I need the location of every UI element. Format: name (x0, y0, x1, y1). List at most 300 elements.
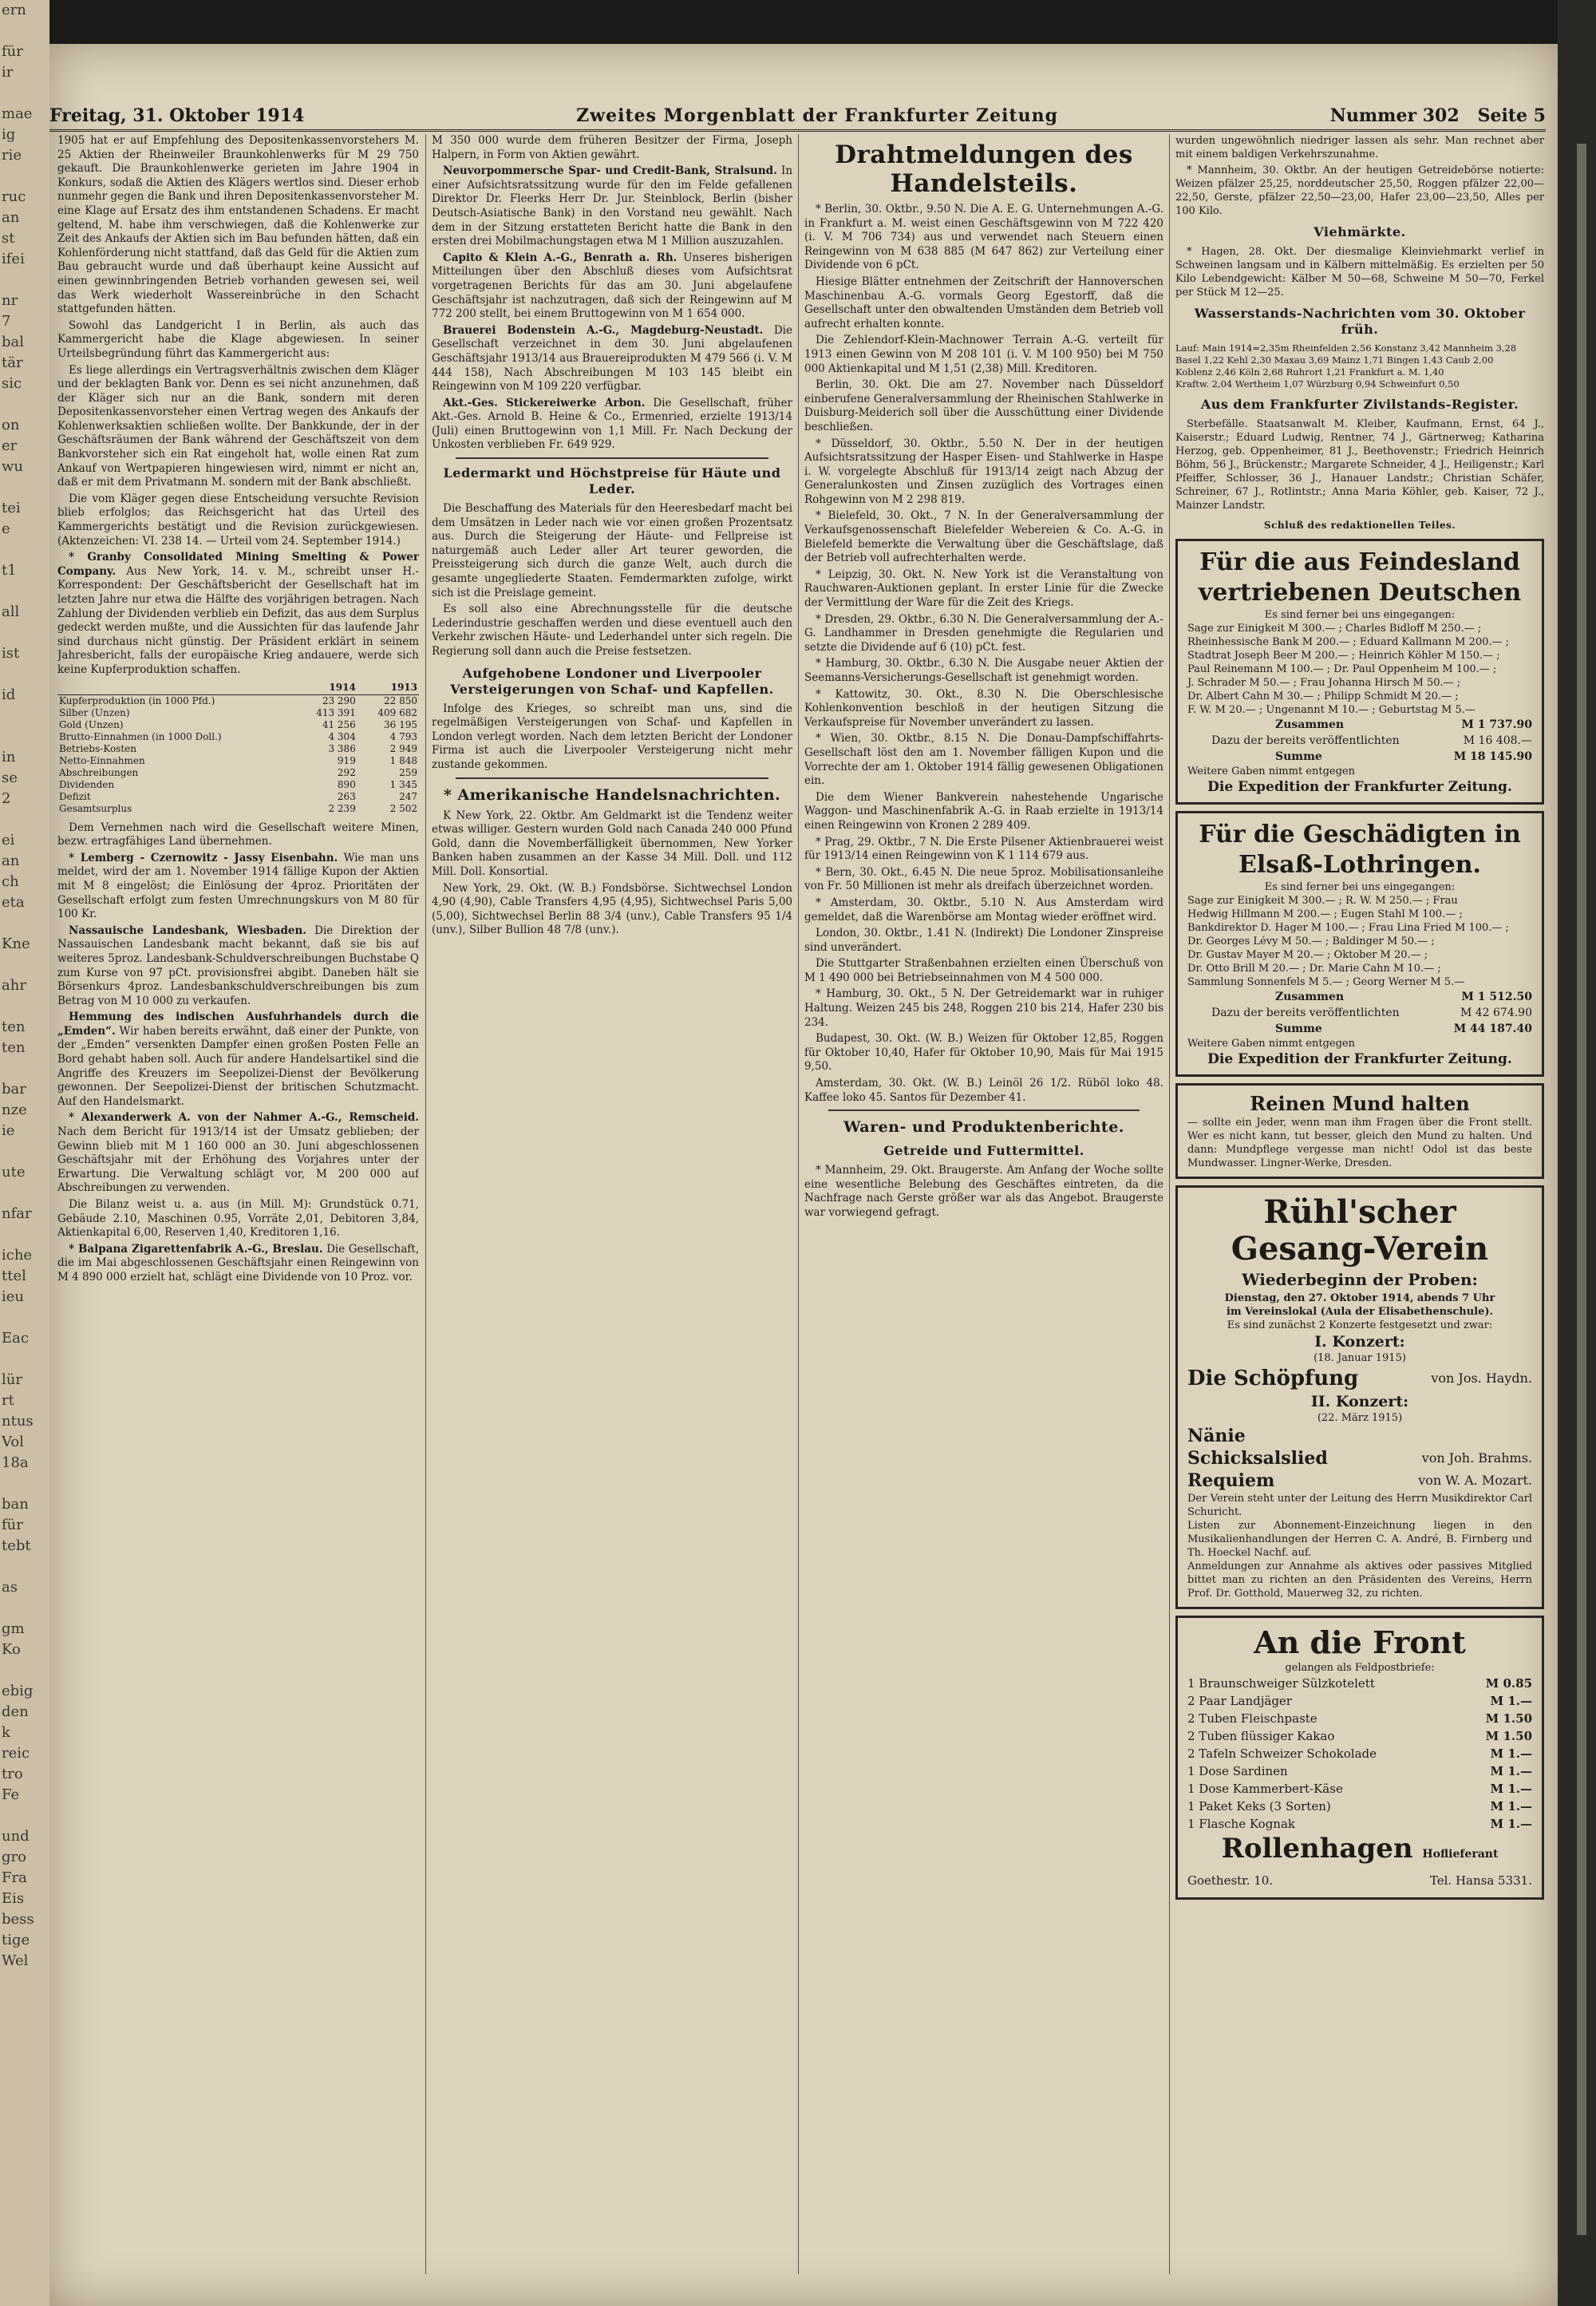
product-name: 1 Paket Keks (3 Sorten) (1187, 1799, 1331, 1814)
concert-heading: I. Konzert: (1314, 1333, 1405, 1351)
donation-row: F. W. M 20.— ; Ungenannt M 10.— ; Geburtstag M 5.— (1187, 704, 1476, 716)
prev-page-fragment: ten (2, 1039, 26, 1056)
product-price: M 1.— (1490, 1764, 1532, 1778)
article-text: Wie man uns meldet, wird der am 1. November 1914 fällige Kupon der Aktien mit M 8 eingelöst; die Einlösung der 4proz. Prioritäten der Gesellschaft erfolgt zum festen Umrechnungskurs von M 80 für 100 Kr. (57, 851, 419, 921)
table-header (57, 681, 296, 695)
prev-page-fragment: ban (2, 1496, 29, 1513)
prev-page-fragment: rie (2, 147, 22, 164)
concert-date: (18. Januar 1915) (1314, 1352, 1406, 1364)
prev-page-fragment (0, 21, 49, 42)
section-subheading: Getreide und Futtermittel. (883, 1143, 1084, 1159)
advert-odol (1175, 1083, 1544, 1179)
table-cell: Kupferproduktion (in 1000 Pfd.) (59, 694, 215, 706)
prev-page-fragment: für (2, 43, 23, 60)
water-level-list (1175, 342, 1544, 390)
table-cell: 2 502 (389, 802, 417, 814)
table-cell: 4 793 (389, 730, 417, 742)
product-name: 1 Flasche Kognak (1187, 1817, 1295, 1831)
product-price: M 1.— (1490, 1694, 1532, 1708)
table-row (57, 707, 419, 719)
table-row (57, 767, 419, 779)
prev-page-fragment: Wel (2, 1952, 29, 1969)
table-row (57, 755, 419, 767)
prev-page-fragment: 18a (2, 1454, 29, 1471)
table-row (57, 731, 419, 743)
product-name: 1 Dose Sardinen (1187, 1764, 1288, 1778)
article-headline: * Balpana Zigarettenfabrik A.-G., Breslau. (69, 1242, 323, 1256)
donation-row: Dr. Gustav Mayer M 20.— ; Oktober M 20.— ; (1187, 949, 1428, 961)
prev-page-fragment: t1 (2, 562, 17, 579)
donation-box-elsass (1175, 811, 1544, 1077)
article-headline: Akt.-Ges. Stickereiwerke Arbon. (443, 396, 646, 409)
prev-page-fragment: Eis (2, 1890, 25, 1907)
prev-page-fragment: ute (2, 1164, 26, 1181)
masthead-title: Zweites Morgenblatt der Frankfurter Zeitung (576, 105, 1059, 126)
product-price: M 1.— (1490, 1817, 1532, 1831)
prev-page-fragment: gm (2, 1620, 25, 1637)
article-text: Unseres bisherigen Mitteilungen über den Abschluß dieses vom Aufsichtsrat vorgetragenen Berichts für das am 30. Juni abgelaufene Geschäftsjahr ist nachzutragen, daß sich der Reingewinn auf M 772 200 stellt, bei einem Bruttogewinn von M 1 654 000. (432, 251, 792, 321)
prev-page-fragment: ch (2, 873, 19, 890)
prev-page-fragment: ruc (2, 188, 26, 205)
product-row (1187, 1815, 1532, 1833)
article-text: Die Gesellschaft, früher Akt.-Ges. Arnold B. Heine & Co., Ermenried, erzielte 1913/14 (Juli) einen Bruttogewinn von 1,1 Mill. Fr. Nach Deckung der Unkosten verblieben Fr. 649 929. (432, 396, 792, 452)
donation-sum: Summe M 18 145.90 (1275, 750, 1532, 763)
donation-previous: Dazu der bereits veröffentlichten M 42 674.90 (1211, 1007, 1532, 1019)
article-text: K New York, 22. Oktbr. Am Geldmarkt ist die Tendenz weiter etwas williger. Gestern wurden Gold nach Canada 240 000 Pfund Gold, dann die Novemberfälligkeit übernommen, New Yorker Banken haben zusammen an der Kasse 34 Mill. Doll. und 112 Mill. Doll. Konsortial. (432, 809, 792, 878)
page-edge-binding (1558, 0, 1596, 2306)
article-text: Sowohl das Landgericht I in Berlin, als auch das Kammergericht habe die Klage abgewiesen. In seiner Urteilsbegründung führt das Kammergericht aus: (57, 318, 419, 360)
prev-page-fragment: sic (2, 375, 22, 392)
prev-page-fragment (0, 1183, 49, 1204)
concert-work: Die Schöpfung von Jos. Haydn. (1187, 1367, 1532, 1390)
donation-title: Für die Geschädigten in Elsaß-Lothringen. (1199, 821, 1521, 879)
product-row (1187, 1762, 1532, 1780)
prev-page-fragment: Kne (2, 935, 30, 952)
advert-gesangverein (1175, 1185, 1544, 1609)
article-text: wurden ungewöhnlich niedriger lassen als sehr. Man rechnet aber mit einem baldigen Verkehrszunahme. (1175, 135, 1544, 160)
donation-expedition: Die Expedition der Frankfurter Zeitung. (1207, 779, 1512, 795)
article-text: Die Gesellschaft verzeichnet in dem 30. Juni abgelaufenen Geschäftsjahr 1913/14 aus Brauereiprodukten M 479 566 (i. V. M 444 158), Nach Abschreibungen M 103 145 bleibt ein Reingewinn von M 109 220 verfügbar. (432, 323, 792, 394)
product-price: M 1.50 (1485, 1729, 1532, 1743)
article-text: Infolge des Krieges, so schreibt man uns, sind die regelmäßigen Versteigerungen von Schaf- und Kapfellen in London verlegt worden. Nach dem letzten Bericht der Londoner Firma ist auch die Liverpooler Versteigerung nicht mehr zustande gekommen. (432, 702, 792, 771)
table-row (57, 803, 419, 815)
section-divider (828, 1109, 1140, 1111)
table-cell: Betriebs-Kosten (59, 742, 136, 754)
prev-page-fragment: ahr (2, 977, 26, 994)
article-text: * Amsterdam, 30. Oktbr., 5.10 N. Aus Amsterdam wird gemeldet, daß die Warenbörse am Montag wieder eröffnet wird. (804, 896, 1163, 924)
prev-page-fragment (0, 1058, 49, 1079)
article-text: * Kattowitz, 30. Okt., 8.30 N. Die Oberschlesische Kohlenkonvention beschloß in der heutigen Sitzung die Verkaufspreise für November unverändert zu lassen. (804, 687, 1163, 729)
table-cell: Defizit (59, 790, 91, 802)
table-header: 1913 (358, 681, 419, 695)
prev-page-fragment: iche (2, 1247, 33, 1264)
donation-row: Dr. Otto Brill M 20.— ; Dr. Marie Cahn M 10.— ; (1187, 963, 1441, 975)
article-text: Budapest, 30. Okt. (W. B.) Weizen für Oktober 12,85, Roggen für Oktober 10,40, Hafer für Oktober 10,90, Mais für Mai 1915 9,50. (804, 1032, 1163, 1074)
prev-page-fragment: nfar (2, 1205, 32, 1222)
advert-place: im Vereinslokal (Aula der Elisabethenschule). (1226, 1306, 1494, 1318)
section-heading: Aufgehobene Londoner und Liverpooler Versteigerungen von Schaf- und Kapfellen. (450, 665, 774, 697)
prev-page-fragment: an (2, 852, 20, 869)
prev-page-fragment: all (2, 603, 20, 620)
table-row (57, 779, 419, 791)
table-cell: 1 848 (389, 754, 417, 766)
prev-page-fragment: rt (2, 1392, 14, 1409)
product-name: 2 Tuben Fleischpaste (1187, 1711, 1317, 1726)
product-row (1187, 1745, 1532, 1762)
advert-text: Anmeldungen zur Annahme als aktives oder passives Mitglied bittet man zu richten an den Präsidenten des Vereins, Herrn Prof. Dr. Gotthold, Mauerweg 32, zu richten. (1187, 1560, 1532, 1600)
table-cell: Gold (Unzen) (59, 718, 124, 730)
prev-page-fragment: den (2, 1703, 29, 1720)
donation-row: Sage zur Einigkeit M 300.— ; R. W. M 250.— ; Frau (1187, 895, 1458, 907)
prev-page-fragment: bal (2, 334, 25, 350)
water-level-row: Basel 1,22 Kehl 2,30 Maxau 3,69 Mainz 1,71 Bingen 1,43 Caub 2,00 (1175, 354, 1494, 366)
advert-address: Goethestr. 10. (1187, 1873, 1274, 1888)
prev-page-fragment: tebt (2, 1537, 31, 1554)
prev-page-fragment: se (2, 769, 18, 786)
article-text: * Leipzig, 30. Okt. N. New York ist die Veranstaltung von Rauchwaren-Auktionen geplant. In erster Linie für die Zwecke der Vermittlung der Ware für die Zeit des Kriegs. (804, 568, 1163, 610)
table-row (57, 743, 419, 755)
donation-row: Rheinhessische Bank M 200.— ; Eduard Kallmann M 200.— ; (1187, 636, 1510, 648)
donation-total: Zusammen M 1 737.90 (1275, 718, 1532, 731)
donation-list (1187, 622, 1532, 717)
prev-page-fragment (0, 955, 49, 975)
table-header: 1914 (296, 681, 358, 695)
production-table (57, 681, 419, 815)
prev-page-fragment (0, 726, 49, 747)
product-row (1187, 1675, 1532, 1692)
prev-page-fragment: e (2, 520, 10, 537)
article-text: Es soll also eine Abrechnungsstelle für die deutsche Lederindustrie geschaffen werden und diese eventuell auch den Verkehr zwischen Häute- und Lederhandel unter sich regeln. Die Regierung soll dann auch die Preise festsetzen. (432, 603, 792, 658)
article-text: Die vom Kläger gegen diese Entscheidung versuchte Revision blieb erfolglos; das Reichsgericht hat das Urteil des Kammergerichts bestätigt und die Revision zurückgewiesen. (Aktenzeichen: VI. 238 14. — Urteil vom 24. September 1914.) (57, 492, 419, 548)
donation-more-note: Weitere Gaben nimmt entgegen (1187, 1038, 1355, 1050)
donation-intro: Es sind ferner bei uns eingegangen: (1264, 609, 1456, 621)
article-text: * Bern, 30. Okt., 6.45 N. Die neue 5proz. Mobilisationsanleihe von Fr. 50 Millionen ist mehr als dreifach überzeichnet worden. (804, 865, 1163, 893)
prev-page-fragment (0, 1806, 49, 1826)
article-headline: Hemmung des indischen Ausfuhrhandels durch die „Emden“. (57, 1011, 419, 1038)
table-row (57, 791, 419, 803)
column-3 (804, 134, 1163, 2279)
prev-page-fragment: ist (2, 645, 20, 662)
prev-page-fragment: st (2, 230, 15, 247)
concert-heading: II. Konzert: (1310, 1393, 1409, 1410)
prev-page-fragment (0, 83, 49, 104)
table-cell: 409 682 (377, 706, 417, 718)
article-text: * Dresden, 29. Oktbr., 6.30 N. Die Generalversammlung der A.-G. Landhammer in Dresden genehmigte die Regularien und setzte die Dividende auf 6 (10) pCt. fest. (804, 612, 1163, 654)
table-cell: Dividenden (59, 778, 115, 790)
article-text: In einer Aufsichtsratssitzung wurde für den im Felde gefallenen Direktor Dr. Fleerks Herr Dr. Jur. Steinblock, Berlin (bisher Deutsch-Asiatische Bank) in den Vorstand neu gewählt. Nach dem in der Sitzung erstatteten Bericht hatte die Bank in den ersten drei Mobilmachungstagen etwa M 1 Million auszuzahlen. (432, 164, 792, 248)
prev-page-fragment (0, 477, 49, 498)
column-1 (57, 134, 419, 2279)
prev-page-fragment: lür (2, 1371, 22, 1388)
prev-page-fragment (0, 540, 49, 560)
product-name: 2 Tafeln Schweizer Schokolade (1187, 1746, 1377, 1761)
column-rule (425, 134, 426, 2274)
donation-row: Sage zur Einigkeit M 300.— ; Charles Bidloff M 250.— ; (1187, 623, 1482, 635)
table-cell: 1 345 (389, 778, 417, 790)
prev-page-fragment (0, 581, 49, 602)
prev-page-fragment (0, 1556, 49, 1577)
product-name: 2 Tuben flüssiger Kakao (1187, 1729, 1335, 1743)
prev-page-fragment (0, 166, 49, 187)
advert-date: Dienstag, den 27. Oktober 1914, abends 7 Uhr (1224, 1292, 1495, 1304)
article-text: Aus New York, 14. v. M., schreibt unser H.-Korrespondent: Der Geschäftsbericht der Gesellschaft hat im letzten Jahre nur etwa die Hälfte des vorjährigen betragen. Nach Zahlung der Dividenden verblieb ein Defizit, das aus dem Surplus gedeckt werden mußte, und die Aussichten für das laufende Jahr sind durchaus nicht günstig. Der Präsident erklärt in seinem Jahresbericht, falls der europäische Krieg andauere, werde sich keine Kupferproduktion schaffen. (57, 564, 419, 676)
table-cell: 4 304 (328, 730, 356, 742)
donation-sum: Summe M 44 187.40 (1275, 1022, 1532, 1035)
advert-front (1175, 1616, 1544, 1900)
donation-previous: Dazu der bereits veröffentlichten M 16 408.— (1211, 734, 1532, 747)
product-price: M 1.— (1490, 1799, 1532, 1814)
prev-page-fragment: ir (2, 64, 14, 81)
prev-page-fragment (0, 1224, 49, 1245)
donation-row: J. Schrader M 50.— ; Frau Johanna Hirsch M 50.— ; (1187, 677, 1461, 689)
concert-work: Nänie (1187, 1426, 1246, 1446)
masthead-page: Seite 5 (1477, 105, 1546, 126)
article-text: Nach dem Bericht für 1913/14 ist der Umsatz geblieben; der Gewinn blieb mit M 1 160 000 an 30. Juni abgeschlossenen Geschäftsjahr mit der Erhöhung des Vorjahres unter der Erwartung. Die Verwaltung schlägt vor, M 200 000 auf Abschreibungen zu verwenden. (57, 1125, 419, 1195)
prev-page-fragment (0, 623, 49, 643)
prev-page-fragment: nze (2, 1102, 27, 1118)
donation-row: Dr. Georges Lévy M 50.— ; Baldinger M 50.— ; (1187, 935, 1435, 947)
prev-page-fragment: in (2, 749, 16, 765)
donation-row: Sammlung Sonnenfels M 5.— ; Georg Werner M 5.— (1187, 976, 1465, 988)
prev-page-fragment (0, 809, 49, 830)
table-cell: 413 391 (316, 706, 356, 718)
prev-page-fragment (0, 1349, 49, 1370)
masthead-date: Freitag, 31. Oktober 1914 (49, 105, 305, 126)
advert-brand: Rollenhagen (1221, 1833, 1413, 1865)
table-row (57, 694, 419, 707)
article-text: Sterbefälle. Staatsanwalt M. Kleiber, Kaufmann, Ernst, 64 J., Kaiserstr.; Eduard Ludwig, Rentner, 74 J., Gärtnerweg; Katharina Herzog, geb. Oppenheimer, 81 J., Beethovenstr.; Friedrich Heinrich Böhm, 56 J., Brückenstr.; Margarete Schneider, 4 J., Heiligenstr.; Karl Pfeiffer, Schlosser, 36 J., Hanauer Landstr.; Christian Schäfer, Schreiner, 67 J., Rotlintstr.; Anna Maria Köhler, geb. Kaiser, 72 J., Mainzer Landstr. (1175, 418, 1544, 512)
advert-text: — sollte ein Jeder, wenn man ihm Fragen über die Front stellt. Wer es nicht kann, tut besser, gleich den Mund zu halten. Und dann: Mundpflege vergesse man nicht! Odol ist das beste Mundwasser. Lingner-Werke, Dresden. (1187, 1117, 1532, 1169)
article-text: Die Beschaffung des Materials für den Heeresbedarf macht bei dem Umsätzen in Leder nach wie vor einen großen Prozentsatz aus. Durch die Steigerung der Häute- und Fellpreise ist naturgemäß auch Leder aller Art teurer geworden, die Preissteigerung sich durch die ganze Welt, auch durch die gesamte ungegliederte Staaten. Femdermarkten zufolge, wirkt sich ist die Preislage gemeint. (432, 502, 792, 599)
section-subheading: Aus dem Frankfurter Zivilstands-Register. (1200, 397, 1519, 412)
donation-row: Stadtrat Joseph Beer M 200.— ; Heinrich Köhler M 150.— ; (1187, 650, 1500, 662)
article-text: Die Gesellschaft, die im Mai abgeschlossenen Geschäftsjahr einen Reingewinn von M 4 890 000 erzielt hat, schlägt eine Dividende von 10 Proz. vor. (57, 1242, 419, 1284)
table-cell: Netto-Einnahmen (59, 754, 145, 766)
prev-page-fragment: k (2, 1724, 10, 1741)
concert-work: Requiem von W. A. Mozart. (1187, 1470, 1532, 1491)
table-cell: 36 195 (384, 718, 417, 730)
prev-page-fragment: ebig (2, 1683, 34, 1699)
concert-date: (22. März 1915) (1317, 1412, 1403, 1424)
prev-page-fragment (0, 1598, 49, 1619)
table-cell: 23 290 (322, 694, 356, 706)
advert-text: Listen zur Abonnement-Einzeichnung liegen in den Musikalienhandlungen der Herren C. A. André, B. Firnberg und Th. Hoeckel Nachf. auf. (1187, 1520, 1532, 1559)
prev-page-fragment: reic (2, 1745, 30, 1762)
table-cell: 292 (337, 766, 356, 778)
prev-page-fragment (0, 913, 49, 934)
prev-page-fragment: ifei (2, 251, 25, 267)
advert-subtitle: Wiederbeginn der Proben: (1242, 1270, 1478, 1289)
article-text: * Düsseldorf, 30. Oktbr., 5.50 N. Der in der heutigen Aufsichtsratssitzung der Hasper Eisen- und Stahlwerke in Haspe i. W. vorgelegte Abschluß für 1913/14 zeigt nach Abzug der Generalunkosten und Zinsen zuzüglich des Vortrages einen Rohgewinn von M 2 298 819. (804, 437, 1163, 506)
prev-page-fragment: ten (2, 1019, 26, 1035)
prev-page-fragment (0, 270, 49, 291)
prev-page-fragment (0, 706, 49, 726)
donation-title: Für die aus Feindesland vertriebenen Deutschen (1198, 548, 1522, 607)
table-cell: 259 (399, 766, 417, 778)
prev-page-fragment: Fra (2, 1869, 27, 1886)
product-price: M 0.85 (1485, 1676, 1532, 1691)
article-headline: Brauerei Bodenstein A.-G., Magdeburg-Neustadt. (443, 323, 764, 337)
product-row (1187, 1798, 1532, 1815)
donation-box-feindesland (1175, 539, 1544, 805)
article-text: * Wien, 30. Oktbr., 8.15 N. Die Donau-Dampfschiffahrts-Gesellschaft löst den am 1. November fälligen Kupon und die Vorrechte der am 1. Oktober 1914 fällig gewesenen Obligationen ein. (804, 732, 1163, 788)
article-headline: Neuvorpommersche Spar- und Credit-Bank, Stralsund. (443, 164, 777, 178)
product-list (1187, 1675, 1532, 1833)
article-headline: Capito & Klein A.-G., Benrath a. Rh. (443, 251, 678, 264)
article-text: 1905 hat er auf Empfehlung des Depositenkassenvorstehers M. 25 Aktien der Rheinweiler Braunkohlenwerks für M 29 750 gekauft. Die Braunkohlenwerke gerieten im Jahre 1904 in Konkurs, sodaß die Aktien des Klägers wertlos sind. Dieser erhob nunmehr gegen die Bank und ihren Depositenkassenvorsteher M. eine Klage auf Ersatz des ihm entstandenen Schadens. Er macht geltend, M. habe ihm verschwiegen, daß die Kohlenwerke zur Zeit des Ankaufs der Aktien sich im Bau befunden hätten, daß ein Kohlenförderung nicht stattfand, daß das Geld für die Aktien zum Bau gebraucht wurde und daß überhaupt keine Aussicht auf einen gewinnbringenden Betrieb vorhanden gewesen sei, weil das Werk wiederholt Wassereinbrüche in den Schacht stattgefunden hätten. (57, 134, 419, 316)
advert-text: Der Verein steht unter der Leitung des Herrn Musikdirektor Carl Schuricht. (1187, 1493, 1532, 1518)
prev-page-fragment: tige (2, 1932, 30, 1948)
prev-page-fragment (0, 394, 49, 415)
section-heading: Drahtmeldungen des Handelsteils. (835, 140, 1133, 198)
article-text: London, 30. Oktbr., 1.41 N. (Indirekt) Die Londoner Zinspreise sind unverändert. (804, 927, 1163, 954)
column-rule (798, 134, 799, 2274)
table-cell: 22 850 (384, 694, 417, 706)
editorial-end-note: Schluß des redaktionellen Teiles. (1263, 520, 1456, 531)
section-subheading: Wasserstands-Nachrichten vom 30. Oktober früh. (1194, 306, 1526, 337)
prev-page-fragment: Eac (2, 1330, 29, 1347)
table-cell: Silber (Unzen) (59, 706, 130, 718)
prev-page-fragment: as (2, 1579, 18, 1596)
column-4 (1175, 134, 1544, 2279)
article-text: Die Stuttgarter Straßenbahnen erzielten einen Überschuß von M 1 490 000 bei Betriebseinnahmen von M 4 500 000. (804, 957, 1163, 984)
article-text: Amsterdam, 30. Okt. (W. B.) Leinöl 26 1/2. Rüböl loko 48. Kaffee loko 45. Santos für Dezember 41. (804, 1077, 1163, 1104)
donation-row: Bankdirektor D. Hager M 100.— ; Frau Lina Fried M 100.— ; (1187, 922, 1509, 934)
prev-page-fragment: bar (2, 1081, 26, 1098)
prev-page-fragment: und (2, 1828, 30, 1845)
article-text: Hiesige Blätter entnehmen der Zeitschrift der Hannoverschen Maschinenbau A.-G. vormals Georg Egestorff, daß die Gesellschaft unter den obwaltenden Umständen dem Betrieb voll aufrecht erhalten konnte. (804, 275, 1163, 330)
column-2 (432, 134, 792, 2279)
article-text: Berlin, 30. Okt. Die am 27. November nach Düsseldorf einberufene Generalversammlung der Rheinischen Stahlwerke in Duisburg-Meiderich soll über die Ausschüttung einer Dividende beschließen. (804, 378, 1163, 433)
prev-page-fragment: wu (2, 458, 23, 475)
section-divider (456, 777, 768, 779)
table-cell: 2 949 (389, 742, 417, 754)
section-divider (456, 457, 768, 459)
table-cell: 247 (399, 790, 417, 802)
article-text: * Hamburg, 30. Oktbr., 6.30 N. Die Ausgabe neuer Aktien der Seemanns-Versicherungs-Gesellschaft ist genehmigt worden. (804, 657, 1163, 684)
prev-page-fragment: ieu (2, 1288, 25, 1305)
article-text: Dem Vernehmen nach wird die Gesellschaft weitere Minen, bezw. ertragfähiges Land übernehmen. (57, 821, 419, 848)
prev-page-fragment: Ko (2, 1641, 21, 1658)
concert-work: Schicksalslied von Joh. Brahms. (1187, 1448, 1532, 1469)
table-row (57, 719, 419, 731)
article-headline: * Granby Consolidated Mining Smelting & Power Company. (57, 551, 419, 578)
prev-page-fragment: ie (2, 1122, 15, 1139)
water-level-row: Kraftw. 2,04 Wertheim 1,07 Würzburg 0,94 Schweinfurt 0,50 (1175, 378, 1460, 390)
water-level-row: Koblenz 2,46 Köln 2,68 Ruhrort 1,21 Frankfurt a. M. 1,40 (1175, 366, 1444, 378)
prev-page-fragment (0, 1473, 49, 1494)
table-cell: 919 (337, 754, 356, 766)
donation-expedition: Die Expedition der Frankfurter Zeitung. (1207, 1051, 1512, 1067)
table-cell: 263 (337, 790, 356, 802)
table-cell: Brutto-Einnahmen (in 1000 Doll.) (59, 730, 222, 742)
advert-title: Reinen Mund halten (1250, 1092, 1470, 1115)
prev-page-fragment (0, 996, 49, 1017)
prev-page-fragment: Fe (2, 1786, 20, 1803)
advert-brand-sub: Hoflieferant (1422, 1848, 1499, 1861)
advert-title: An die Front (1254, 1624, 1466, 1660)
prev-page-fragment (0, 1141, 49, 1162)
donation-more-note: Weitere Gaben nimmt entgegen (1187, 765, 1355, 777)
product-name: 1 Braunschweiger Sülzkotelett (1187, 1676, 1375, 1691)
product-price: M 1.— (1490, 1746, 1532, 1761)
article-headline: * Lemberg - Czernowitz - Jassy Eisenbahn. (69, 851, 338, 864)
table-cell: Abschreibungen (59, 766, 139, 778)
advert-title: Rühl'scher Gesang-Verein (1231, 1193, 1489, 1268)
prev-page-fragment (0, 1660, 49, 1681)
prev-page-fragment: on (2, 417, 20, 433)
prev-page-fragment: mae (2, 105, 33, 122)
table-cell: 41 256 (322, 718, 356, 730)
prev-page-fragment: tär (2, 354, 23, 371)
table-cell: 2 239 (328, 802, 356, 814)
prev-page-fragment: bess (2, 1911, 34, 1928)
table-cell: 890 (337, 778, 356, 790)
article-text: New York, 29. Okt. (W. B.) Fondsbörse. Sichtwechsel London 4,90 (4,90), Cable Transfers 4,95 (4,95), Sichtwechsel Paris 5,00 (5,00), Sichtwechsel Berlin 88 3/4 (unv.), Cable Transfers 95 1/4 (unv.), Silber Bullion 48 7/8 (unv.). (432, 881, 792, 937)
article-text: M 350 000 wurde dem früheren Besitzer der Firma, Joseph Halpern, in Form von Aktien gewährt. (432, 134, 792, 161)
prev-page-fragment: ern (2, 2, 26, 18)
prev-page-fragment (0, 1307, 49, 1328)
prev-page-fragment (0, 664, 49, 685)
prev-page-fragment: er (2, 437, 18, 454)
article-text: Wir haben bereits erwähnt, daß einer der Punkte, von der „Emden“ versenkten Dampfer einen großen Posten Felle an Bord gehabt haben soll. Auch für andere Handelsartikel sind die Angriffe des Kreuzers im Seepolizei-Dienst der Bevölkerung gewonnen. Der Seepolizei-Dienst der britischen Schutzmacht. Auf den Handelsmarkt. (57, 1024, 419, 1108)
article-text: * Mannheim, 30. Oktbr. An der heutigen Getreidebörse notierte: Weizen pfälzer 25,25, norddeutscher 25,50, Roggen pfälzer 22,00—22,50, Gerste, pfälzer 22,50—23,00, Hafer 23,00—23,50, Alles per 100 Kilo. (1175, 164, 1544, 217)
article-text: Die dem Wiener Bankverein nahestehende Ungarische Waggon- und Maschinenfabrik A.-G. in Raab erzielte in 1913/14 einen Reingewinn von Kronen 2 289 409. (804, 790, 1163, 832)
prev-page-fragment: nr (2, 292, 18, 309)
masthead (49, 102, 1546, 132)
article-headline: Nassauische Landesbank, Wiesbaden. (69, 924, 307, 937)
masthead-number: Nummer 302 (1329, 105, 1460, 126)
product-row (1187, 1727, 1532, 1745)
article-text: Die Direktion der Nassauischen Landesbank macht bekannt, daß sie bis auf weiteres 5proz. Landesbank-Schuldverschreibungen Buchstabe Q zum Kurse von 97 pCt. provisionsfrei abgibt. Daneben hält sie Börsenkurs 4proz. Landesbankschuldverschreibungen bis zum Betrag von M 10 000 zu verkaufen. (57, 924, 419, 1007)
article-text: * Hamburg, 30. Okt., 5 N. Der Getreidemarkt war in ruhiger Haltung. Weizen 245 bis 248, Roggen 210 bis 214, Hafer 230 bis 234. (804, 987, 1163, 1029)
donation-total: Zusammen M 1 512.50 (1275, 991, 1532, 1003)
product-price: M 1.50 (1485, 1711, 1532, 1726)
prev-page-fragment: an (2, 209, 20, 226)
product-name: 1 Dose Kammerbert-Käse (1187, 1782, 1343, 1796)
donation-row: Hedwig Hillmann M 200.— ; Eugen Stahl M 100.— ; (1187, 908, 1463, 920)
table-cell: Gesamtsurplus (59, 802, 132, 814)
prev-page-fragment: eta (2, 894, 25, 911)
column-rule (1169, 134, 1170, 2274)
article-text: Die Zehlendorf-Klein-Machnower Terrain A.-G. verteilt für 1913 einen Gewinn von M 208 101 (i. V. M 100 950) bei M 750 000 Aktienkapital und M 1,51 (2,38) Mill. Kreditoren. (804, 334, 1163, 375)
section-heading: Ledermarkt und Höchstpreise für Häute und Leder. (443, 465, 781, 497)
table-cell: 3 386 (328, 742, 356, 754)
advert-phone: Tel. Hansa 5331. (1429, 1873, 1532, 1888)
prev-page-fragment: 7 (2, 313, 11, 330)
product-row (1187, 1780, 1532, 1798)
article-text: * Prag, 29. Oktbr., 7 N. Die Erste Pilsener Aktienbrauerei weist für 1913/14 einen Reingewinn von K 1 114 679 aus. (804, 835, 1163, 863)
article-text: * Mannheim, 29. Okt. Braugerste. Am Anfang der Woche sollte eine wesentliche Belebung des Geschäftes eintreten, da die Nachfrage nach Gerste größer war als das Angebot. Braugerste war vorwiegend gefragt. (804, 1164, 1163, 1219)
section-heading: * Amerikanische Handelsnachrichten. (443, 785, 781, 804)
donation-list (1187, 894, 1532, 989)
prev-page-fragment: Vol (2, 1434, 24, 1450)
product-row (1187, 1692, 1532, 1710)
article-headline: * Alexanderwerk A. von der Nahmer A.-G., Remscheid. (69, 1111, 419, 1125)
prev-page-fragment: 2 (2, 790, 11, 807)
product-price: M 1.— (1490, 1782, 1532, 1796)
article-text: Die Bilanz weist u. a. aus (in Mill. M): Grundstück 0.71, Gebäude 2.10, Maschinen 0.95, Vorräte 2,01, Debitoren 3,84, Aktienkapital 6,00, Reserven 1,40, Kreditoren 1,16. (57, 1198, 419, 1240)
prev-page-fragment: gro (2, 1849, 26, 1865)
prev-page-fragment: id (2, 686, 16, 703)
water-level-row: Lauf: Main 1914=2,35m Rheinfelden 2,56 Konstanz 3,42 Mannheim 3,28 (1175, 342, 1517, 354)
donation-row: Paul Reinemann M 100.— ; Dr. Paul Oppenheim M 100.— ; (1187, 663, 1497, 675)
donation-intro: Es sind ferner bei uns eingegangen: (1264, 881, 1456, 893)
article-text: * Berlin, 30. Oktbr., 9.50 N. Die A. E. G. Unternehmungen A.-G. in Frankfurt a. M. weist einen Geschäftsgewinn von M 722 420 (i. V. M 706 734) aus und verwendet nach Steuern einen Reingewinn von M 638 885 (M 647 862) zur Verteilung einer Dividende von 6 pCt. (804, 203, 1163, 272)
product-name: 2 Paar Landjäger (1187, 1694, 1292, 1708)
product-row (1187, 1710, 1532, 1727)
previous-page-edge (0, 0, 49, 2306)
